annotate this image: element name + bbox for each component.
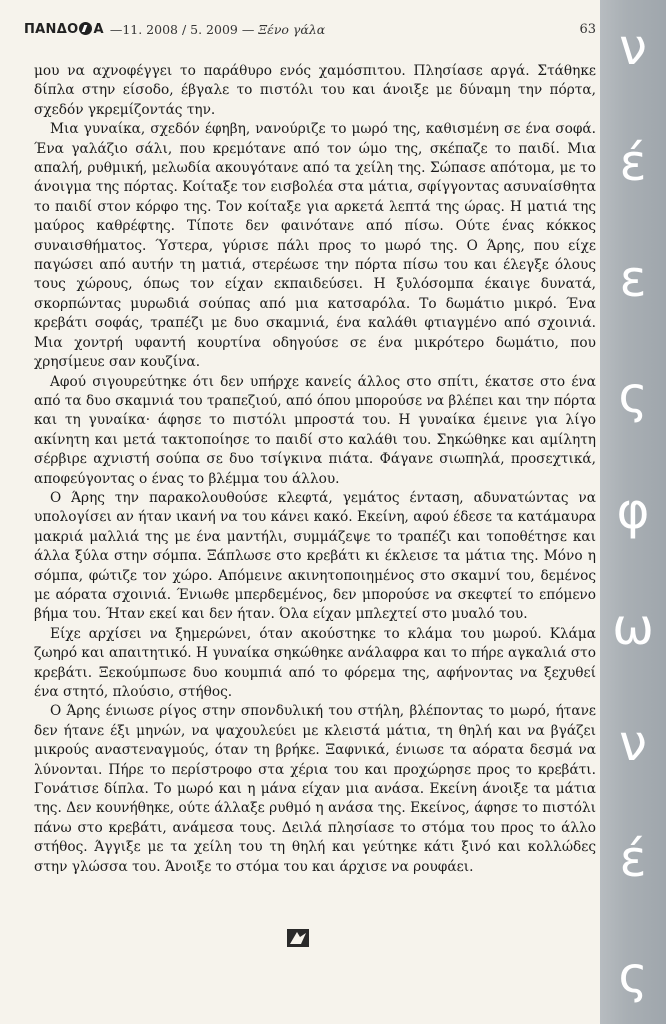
paragraph-6: Ο Άρης ένιωσε ρίγος στην σπονδυλική του στήλη, βλέποντας το μωρό, ήτανε δεν ήτανε έξι μηνών, να ψαχουλεύει με κλειστά μάτια, τη θηλή και να βγάζει μικρούς αναστεναγμούς, όταν τη βρήκε. Ξαφνικά, ένιωσε τα αόρατα δεσμά να λύνονται. Πήρε το περίστροφο στα χέρια του και προχώρησε προς το κρεβάτι. Γονάτισε δίπλα. Το μωρό και η μάνα είχαν μια ανάσα. Εκείνη άνοιξε τα μάτια της. Δεν κουνήθηκε, ούτε άλλαξε ρυθμό η ανάσα της. Εκείνος, άφησε το πιστόλι πάνω στο κρεβάτι, ανάμεσα τους. Δειλά πλησίασε το στόμα του προς το άλλο στήθος. Άγγιξε με τα χείλη του τη θηλή και γεύτηκε κάτι ξινό και κολλώδες στην γλώσσα του. Άνοιξε το στόμα του και άρχισε να ρουφάει.: [34, 703, 596, 875]
paragraph-3: Αφού σιγουρεύτηκε ότι δεν υπήρχε κανείς άλλος στο σπίτι, έκατσε στο ένα από τα δυο σκαμνιά του τραπεζιού, από όπου μπορούσε να βλέπει και την πόρτα και τη γυναίκα· άφησε το πιστόλι μπροστά του. Η γυναίκα έμεινε για λίγο ακίνητη και μετά τακτοποίησε το παιδί στο καλάθι του. Σηκώθηκε και αμίλητη σέρβιρε αχνιστή σούπα σε δυο τσίγκινα πιάτα. Φάγανε σιωπηλά, προσεχτικά, αποφεύγοντας ο ένας το βλέμμα του άλλου.: [34, 373, 596, 487]
side-letter: ν: [619, 714, 647, 772]
running-header: [24, 18, 598, 40]
page-number: 63: [579, 21, 596, 37]
side-letter: ν: [619, 18, 647, 76]
issue-dates: —11. 2008 / 5. 2009 —: [109, 21, 255, 37]
side-letters: [600, 6, 666, 1016]
story-text: [34, 62, 596, 877]
logo-mark-icon: [79, 22, 92, 35]
side-strip: [600, 0, 666, 1024]
side-letter: έ: [619, 830, 647, 888]
paragraph-1: μου να αχνοφέγγει το παράθυρο ενός χαμόσπιτου. Πλησίασε αργά. Στάθηκε δίπλα στην είσοδο, έβγαλε το πιστόλι του και άνοιξε με δύναμη την πόρτα, σχεδόν γκρεμίζοντάς την.: [34, 63, 596, 118]
paragraph-2: Μια γυναίκα, σχεδόν έφηβη, νανούριζε το μωρό της, καθισμένη σε ένα σοφά. Ένα γαλάζιο σάλι, που κρεμότανε από τον ώμο της, σκέπαζε το παιδί. Μια απαλή, ρυθμική, μελωδία ακουγότανε από τα χείλη της. Σώπασε απότομα, με το άνοιγμα της πόρτας. Κοίταξε τον εισβολέα στα μάτια, σφίγγοντας ασυναίσθητα το παιδί στον κόρφο της. Τον κοίταξε για αρκετά λεπτά της ώρας. Η ματιά της μαύρος καθρέφτης. Τίποτε δεν φαινότανε από πίσω. Ούτε ένας κόκκος συναισθήματος. Ύστερα, γύρισε πάλι προς το μωρό της. Ο Άρης, που είχε παγώσει από αυτήν τη ματιά, στερέωσε την πόρτα πίσω του και έλεγξε όλους τους χώρους, όπως τον είχαν εκπαιδεύσει. Η ξυλόσομπα έκαιγε δυνατά, σκορπώντας μυρωδιά σούπας από μια κατσαρόλα. Το δωμάτιο μικρό. Ένα κρεβάτι σοφάς, τραπέζι με δυο σκαμνιά, ένα καλάθι φτιαγμένο από σχοινιά. Μια χοντρή υφαντή κουρτίνα οδηγούσε σε ένα μικρότερο δωμάτιο, που χρησίμευε σαν κουζίνα.: [34, 121, 596, 371]
paragraph-5: Είχε αρχίσει να ξημερώνει, όταν ακούστηκε το κλάμα του μωρού. Κλάμα ζωηρό και απαιτητικό. Η γυναίκα σηκώθηκε ανάλαφρα και το πήρε αγκαλιά στο κρεβάτι. Ξεκούμπωσε δυο κουμπιά από το φόρεμα της, αφήνοντας να ξεχυθεί ένα στητό, πλούσιο, στήθος.: [34, 625, 596, 700]
end-mark-icon: [286, 928, 310, 948]
side-letter: ς: [618, 946, 648, 1004]
side-letter: ω: [612, 598, 654, 656]
paragraph-4: Ο Άρης την παρακολουθούσε κλεφτά, γεμάτος ένταση, αδυνατώντας να υπολογίσει αν ήταν ικανή να του κάνει κακό. Εκείνη, αφού έδεσε τα κατάμαυρα μακριά μαλλιά της με ένα μαντήλι, συμμάζεψε το τραπέζι και τοποθέτησε και άλλα ξύλα στην σόμπα. Ξάπλωσε στο κρεβάτι κι έκλεισε τα μάτια της. Μόνο η σόμπα, φώτιζε τον χώρο. Απόμεινε ακινητοποιημένος στο σκαμνί του, δεμένος με αόρατα σχοινιά. Ένιωθε μπερδεμένος, δεν μπορούσε να σκεφτεί το επόμενο βήμα του. Ήταν εκεί και δεν ήταν. Όλα είχαν μπλεχτεί στο μυαλό του.: [34, 489, 596, 623]
logo-text-left: ΠΑΝΔΟ: [24, 21, 79, 37]
story-title: Ξένο γάλα: [258, 21, 326, 37]
side-letter: ς: [618, 366, 648, 424]
side-letter: ε: [619, 250, 647, 308]
side-letter: έ: [619, 134, 647, 192]
side-letter: φ: [616, 482, 650, 540]
magazine-logo: [24, 22, 104, 37]
logo-text-right: Α: [93, 21, 104, 37]
